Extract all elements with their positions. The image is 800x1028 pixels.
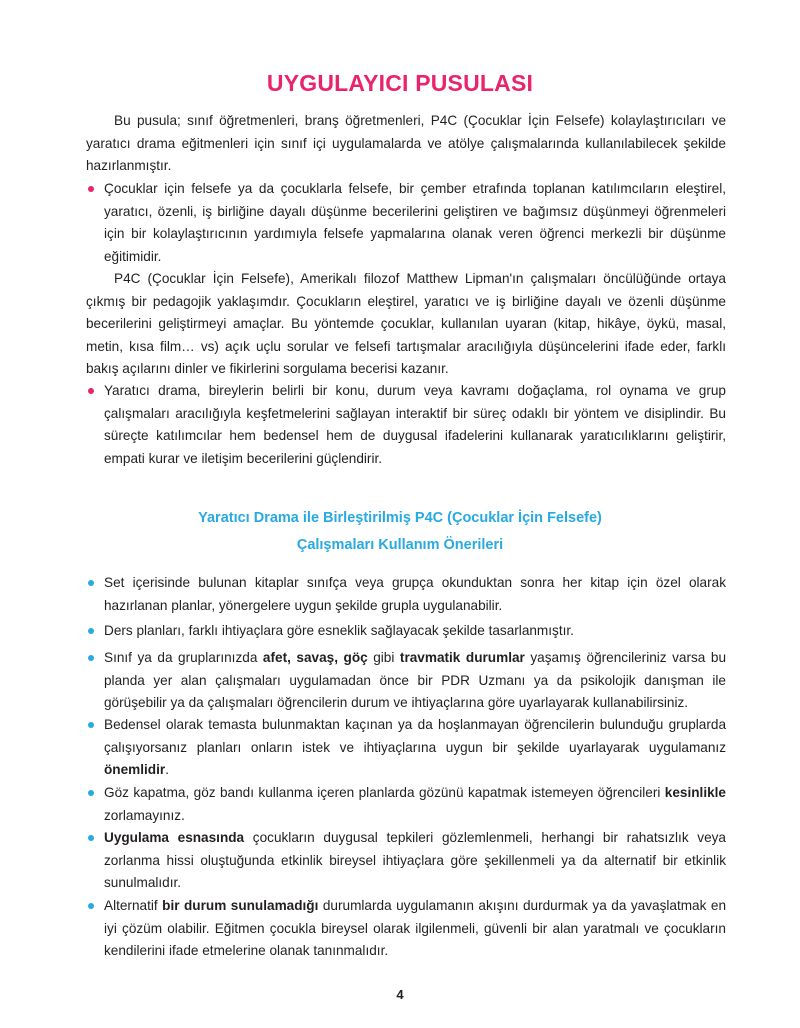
tip-item: Uygulama esnasında çocukların duygusal tepkileri gözlemlenmeli, herhangi bir rahatsızlık veya zorlanma hissi oluştuğunda etkinlik bireysel ihtiyaçlara göre şekillenmeli ya da alternatif bir etkinlik sunulmalıdır. <box>104 827 726 895</box>
tip-item: Ders planları, farklı ihtiyaçlara göre esneklik sağlayacak şekilde tasarlanmıştır. <box>104 620 726 643</box>
page-number: 4 <box>396 987 404 1002</box>
bullet-dot-icon <box>88 722 94 728</box>
bullet-dot-icon <box>88 186 94 192</box>
bullet-dot-icon <box>88 903 94 909</box>
p4c-paragraph: P4C (Çocuklar İçin Felsefe), Amerikalı filozof Matthew Lipman'ın çalışmaları öncülüğünde ortaya çıkmış bir pedagojik yaklaşımdır. Çocukların eleştirel, yaratıcı ve iş birliğine dayalı ve özenli düşünme becerilerini geliştirmeyi amaçlar. Bu yöntemde çocuklar, kullanılan uyaran (kitap, hikâye, öykü, masal, metin, kısa film… vs) açık uçlu sorular ve felsefi tartışmalar aracılığıyla düşüncelerini ifade eder, farklı bakış açılarını dinler ve fikirlerini sorgulama becerisi kazanır. <box>86 271 726 377</box>
bullet-text: Çocuklar için felsefe ya da çocuklarla felsefe, bir çember etrafında toplanan katılımcıların eleştirel, yaratıcı, özenli, iş birliğine dayalı düşünme becerilerini geliştiren ve bağımsız düşünmeyi öğrenmeleri için bir kolaylaştırıcının yardımıyla felsefe yapmalarına olanak veren öğrenci merkezli bir düşünme eğitimidir. <box>104 181 726 264</box>
intro-paragraph: Bu pusula; sınıf öğretmenleri, branş öğretmenleri, P4C (Çocuklar İçin Felsefe) kolaylaştırıcıları ve yaratıcı drama eğitmenleri için sınıf içi uygulamalarda ve atölye çalışmalarında kullanılabilecek şekilde hazırlanmıştır. <box>86 113 726 174</box>
bullet-dot-icon <box>88 628 94 634</box>
bullet-item-p4c-definition <box>104 178 726 268</box>
bullet-text: Yaratıcı drama, bireylerin belirli bir konu, durum veya kavramı doğaçlama, rol oynama ve grup çalışmaları aracılığıyla keşfetmelerini sağlayan interaktif bir süreç odaklı bir yöntem ve disiplindir. Bu süreçte katılımcılar hem bedensel hem de duygusal ifadelerini kullanarak yaratıcılıklarını geliştirir, empati kurar ve iletişim becerilerini güçlendirir. <box>104 383 726 466</box>
bullet-item-creative-drama <box>104 380 726 470</box>
tip-item: Sınıf ya da gruplarınızda afet, savaş, göç gibi travmatik durumlar yaşamış öğrencileriniz varsa bu planda yer alan çalışmaları uygulamadan önce bir PDR Uzmanı ya da psikolojik danışman ile görüşebilir ya da çalışmaları öğrencilerin durum ve ihtiyaçlarına göre uyarlayarak kullanabilirsiniz. <box>104 647 726 715</box>
section-subtitle-line1: Yaratıcı Drama ile Birleştirilmiş P4C (Çocuklar İçin Felsefe) <box>198 510 602 526</box>
bullet-dot-icon <box>88 655 94 661</box>
section-subtitle-line2: Çalışmaları Kullanım Önerileri <box>296 537 504 553</box>
bullet-dot-icon <box>88 580 94 586</box>
tip-item: Göz kapatma, göz bandı kullanma içeren planlarda gözünü kapatmak istemeyen öğrencileri kesinlikle zorlamayınız. <box>104 782 726 827</box>
page-title: UYGULAYICI PUSULASI <box>266 70 534 96</box>
bullet-dot-icon <box>88 835 94 841</box>
tip-item: Alternatif bir durum sunulamadığı durumlarda uygulamanın akışını durdurmak ya da yavaşlatmak en iyi çözüm olabilir. Eğitmen çocukla bireysel olarak ilgilenmeli, güvenli bir alan yaratmalı ve çocukların kendilerini ifade etmelerine olanak tanınmalıdır. <box>104 895 726 963</box>
bullet-dot-icon <box>88 790 94 796</box>
bullet-dot-icon <box>88 388 94 394</box>
tip-item: Set içerisinde bulunan kitaplar sınıfça veya grupça okunduktan sonra her kitap için özel olarak hazırlanan planlar, yönergelere uygun şekilde grupla uygulanabilir. <box>104 572 726 617</box>
tip-item: Bedensel olarak temasta bulunmaktan kaçınan ya da hoşlanmayan öğrencilerin bulunduğu gruplarda çalışıyorsanız planları onların istek ve ihtiyaçlarına uygun bir şekilde uyarlayarak uygulamanız önemlidir. <box>104 714 726 782</box>
